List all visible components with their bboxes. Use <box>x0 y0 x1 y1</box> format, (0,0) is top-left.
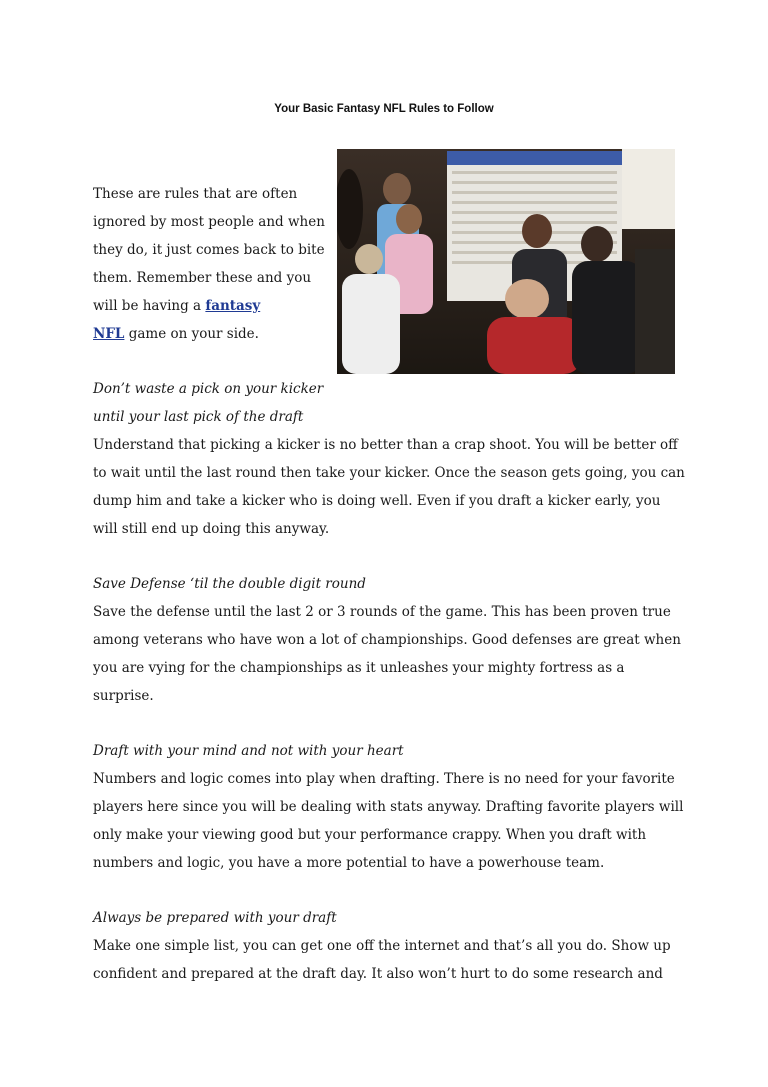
body-line: Save the defense until the last 2 or 3 rounds of the game. This has been proven true <box>93 604 671 620</box>
section-kicker <box>93 375 693 543</box>
section-heading: Always be prepared with your draft <box>93 910 337 926</box>
body-line: will still end up doing this anyway. <box>93 521 330 537</box>
body-line: confident and prepared at the draft day. It also won’t hurt to do some research and <box>93 966 663 982</box>
section-mind-heart <box>93 737 693 877</box>
intro-line-text: will be having a <box>93 298 206 314</box>
intro-line-text: game on your side. <box>124 326 259 342</box>
body-line: Understand that picking a kicker is no better than a crap shoot. You will be better off <box>93 437 678 453</box>
nfl-link[interactable]: NFL <box>93 326 125 342</box>
body-line: you are vying for the championships as it unleashes your mighty fortress as a <box>93 660 625 676</box>
body-line: Numbers and logic comes into play when drafting. There is no need for your favorite <box>93 771 675 787</box>
intro-line: them. Remember these and you <box>93 270 312 286</box>
body-line: to wait until the last round then take your kicker. Once the season gets going, you can <box>93 465 685 481</box>
intro-line: ignored by most people and when <box>93 214 325 230</box>
section-heading: Don’t waste a pick on your kicker <box>93 381 324 397</box>
section-heading: Draft with your mind and not with your heart <box>93 743 404 759</box>
intro-line <box>93 320 333 348</box>
section-heading: until your last pick of the draft <box>93 409 304 425</box>
intro-line <box>93 292 333 320</box>
intro-line: These are rules that are often <box>93 186 298 202</box>
body-line: among veterans who have won a lot of championships. Good defenses are great when <box>93 632 681 648</box>
fantasy-link[interactable]: fantasy <box>205 298 261 314</box>
document-title: Your Basic Fantasy NFL Rules to Follow <box>274 103 494 115</box>
section-heading: Save Defense ‘til the double digit round <box>93 576 366 592</box>
body-line: only make your viewing good but your performance crappy. When you draft with <box>93 827 647 843</box>
body-line: Make one simple list, you can get one off the internet and that’s all you do. Show up <box>93 938 671 954</box>
draft-party-image <box>337 149 675 374</box>
intro-paragraph <box>93 180 333 348</box>
section-defense <box>93 570 693 710</box>
body-line: numbers and logic, you have a more potential to have a powerhouse team. <box>93 855 605 871</box>
body-line: surprise. <box>93 688 154 704</box>
body-line: dump him and take a kicker who is doing well. Even if you draft a kicker early, you <box>93 493 661 509</box>
draft-party-photo <box>337 149 675 374</box>
body-line: players here since you will be dealing with stats anyway. Drafting favorite players will <box>93 799 684 815</box>
section-prepared <box>93 904 693 988</box>
intro-line: they do, it just comes back to bite <box>93 242 325 258</box>
